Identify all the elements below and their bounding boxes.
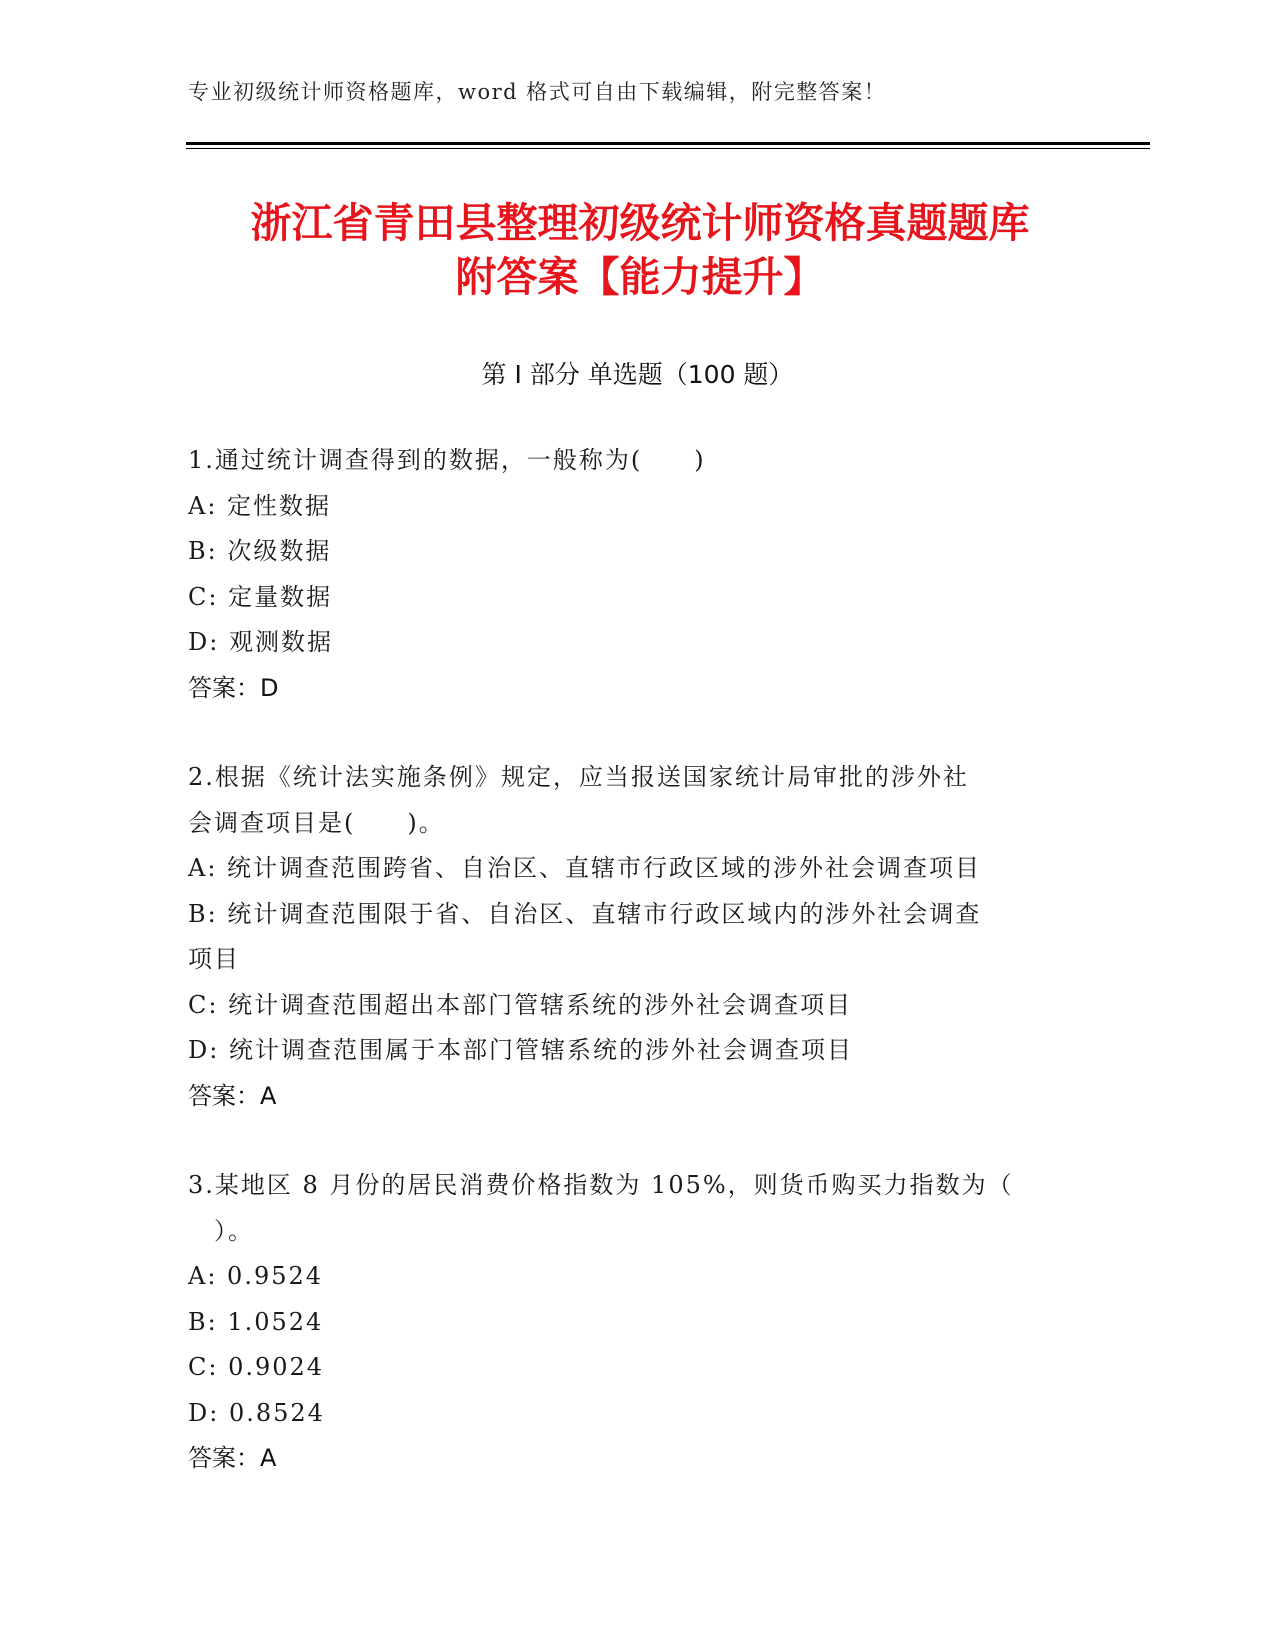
header-note: 专业初级统计师资格题库，word 格式可自由下载编辑，附完整答案！ [188, 80, 887, 104]
document-title [140, 196, 1140, 304]
question-list [188, 438, 1068, 1526]
question-3-option-d: D: 0.8524 [188, 1398, 325, 1427]
question-3-answer: 答案：A [188, 1444, 277, 1472]
question-2-answer: 答案：A [188, 1081, 277, 1110]
question-2-option-b-line-1: B: 统计调查范围限于省、自治区、直辖市行政区域内的涉外社会调查 [188, 899, 982, 928]
question-2 [188, 755, 1068, 1119]
question-1-stem: 1.通过统计调查得到的数据，一般称为( ) [188, 446, 706, 474]
question-1 [188, 438, 1068, 711]
question-2-option-b-line-2: 项目 [188, 945, 240, 973]
section-title: 第 I 部分 单选题（100 题） [481, 360, 794, 389]
question-1-option-b: B: 次级数据 [188, 537, 332, 565]
question-2-stem-line-2: 会调查项目是( )。 [188, 808, 445, 837]
question-1-option-a: A: 定性数据 [188, 491, 332, 520]
question-2-option-d: D: 统计调查范围属于本部门管辖系统的涉外社会调查项目 [188, 1036, 853, 1064]
header-divider-thick [186, 142, 1150, 145]
document-title-line-1: 浙江省青田县整理初级统计师资格真题题库 [250, 199, 1030, 247]
question-2-option-c: C: 统计调查范围超出本部门管辖系统的涉外社会调查项目 [188, 990, 853, 1019]
question-1-option-d: D: 观测数据 [188, 628, 333, 656]
question-3-option-b: B: 1.0524 [188, 1307, 324, 1336]
question-3-stem-line-2: ）。 [188, 1216, 254, 1245]
question-3 [188, 1163, 1068, 1482]
question-3-option-a: A: 0.9524 [188, 1262, 324, 1290]
question-1-answer: 答案：D [188, 673, 279, 702]
question-2-stem-line-1: 2.根据《统计法实施条例》规定，应当报送国家统计局审批的涉外社 [188, 763, 969, 791]
header-divider-thin [186, 148, 1150, 149]
question-3-stem-line-1: 3.某地区 8 月份的居民消费价格指数为 105%，则货币购买力指数为（ [188, 1171, 1014, 1199]
question-2-option-a: A: 统计调查范围跨省、自治区、直辖市行政区域的涉外社会调查项目 [188, 854, 982, 882]
document-title-line-2: 附答案【能力提升】 [455, 253, 825, 301]
question-3-option-c: C: 0.9024 [188, 1353, 325, 1381]
question-1-option-c: C: 定量数据 [188, 582, 333, 611]
